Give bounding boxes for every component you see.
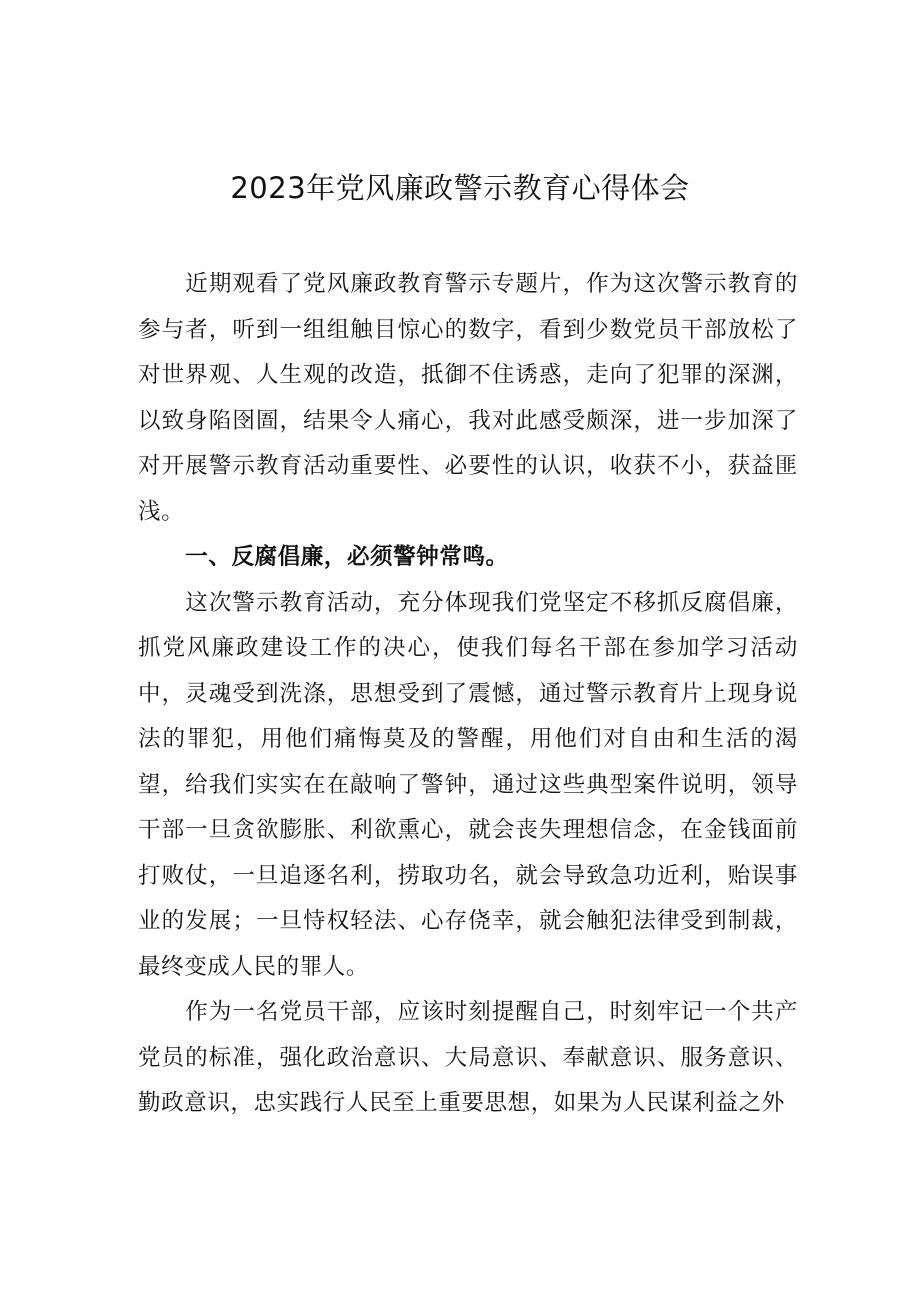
document-body — [138, 262, 798, 1127]
paragraph-section-1: 这次警示教育活动，充分体现我们党坚定不移抓反腐倡廉，抓党风廉政建设工作的决心，使我们每名干部在参加学习活动中，灵魂受到洗涤，思想受到了震憾，通过警示教育片上现身说法的罪犯，用他们痛悔莫及的警醒，用他们对自由和生活的渴望，给我们实实在在敲响了警钟，通过这些典型案件说明，领导干部一旦贪欲膨胀、利欲熏心，就会丧失理想信念，在金钱面前打败仗，一旦追逐名利，捞取功名，就会导致急功近利，贻误事业的发展；一旦恃权轻法、心存侥幸，就会触犯法律受到制裁，最终变成人民的罪人。 — [138, 589, 798, 980]
document-title: 2023年党风廉政警示教育心得体会 — [230, 171, 690, 205]
section-heading-1: 一、反腐倡廉，必须警钟常鸣。 — [185, 544, 509, 570]
paragraph-intro: 近期观看了党风廉政教育警示专题片，作为这次警示教育的参与者，听到一组组触目惊心的数字，看到少数党员干部放松了对世界观、人生观的改造，抵御不住诱惑，走向了犯罪的深渊，以致身陷囹圄，结果令人痛心，我对此感受颇深，进一步加深了对开展警示教育活动重要性、必要性的认识，收获不小，获益匪浅。 — [138, 271, 798, 525]
paragraph-party-member: 作为一名党员干部，应该时刻提醒自己，时刻牢记一个共产党员的标准，强化政治意识、大局意识、奉献意识、服务意识、勤政意识，忠实践行人民至上重要思想，如果为人民谋利益之外 — [138, 999, 798, 1116]
